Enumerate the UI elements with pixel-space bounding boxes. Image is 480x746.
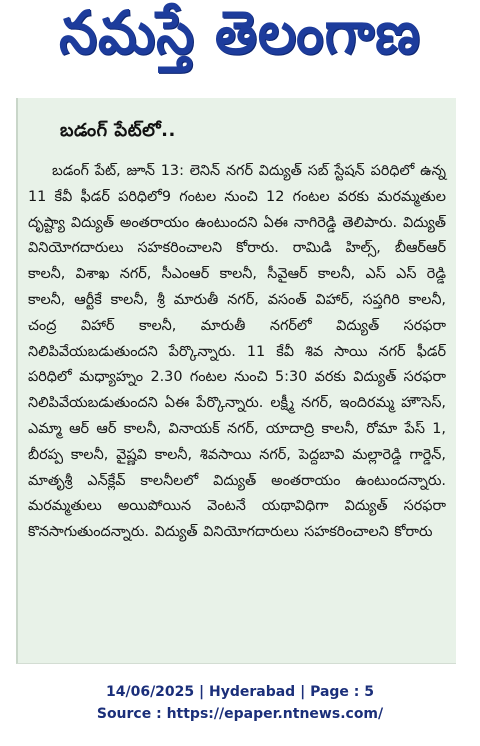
footer-source: Source : https://epaper.ntnews.com/ <box>96 706 384 722</box>
footer-meta: 14/06/2025 | Hyderabad | Page : 5 <box>105 684 375 700</box>
article-clipping <box>16 98 456 664</box>
masthead-title: నమస్తే తెలంగాణ <box>59 0 421 67</box>
article-body: బడంగ్‌ పేట్‌, జూన్‌ 13: లెనిన్‌ నగర్‌ విద్యుత్‌ సబ్‌ స్టేషన్‌ పరిధిలో ఉన్న 11 కేవీ ఫీడర్‌ పరిధిలో9 గంటల నుంచి 12 గంటల వరకు మరమ్మతుల దృష్ట్యా విద్యుత్‌ అంతరాయం ఉంటుందని ఏఈ నాగిరెడ్డి తెలిపారు. విద్యుత్‌ వినియోగదారులు సహకరించాలని కోరారు. రామిడి హిల్స్‌, బీఆర్‌ఆర్‌ కాలనీ, విశాఖ నగర్‌, సీఎంఆర్‌ కాలనీ, సీవైఆర్‌ కాలనీ, ఎస్‌ ఎస్‌ రెడ్డి కాలనీ, ఆర్టీకే కాలనీ, శ్రీ మారుతీ నగర్‌, వసంత్‌ విహార్‌, సప్తగిరి కాలనీ, చంద్ర విహార్‌ కాలనీ, మారుతీ నగర్‌లో విద్యుత్‌ సరఫరా నిలిపివేయబడుతుందని పేర్కొన్నారు. 11 కేవీ శివ సాయి నగర్‌ ఫీడర్‌ పరిధిలో మధ్యాహ్నం 2.30 గంటల నుంచి 5:30 వరకు విద్యుత్‌ సరఫరా నిలిపివేయబడుతుందని ఏఈ పేర్కొన్నారు. లక్ష్మీ నగర్‌, ఇందిరమ్మ హౌసెస్‌, ఎమ్మా ఆర్‌ ఆర్‌ కాలనీ, వినాయక్‌ నగర్‌, యాదాద్రి కాలనీ, రోమా పేస్‌ 1, బీరప్ప కాలనీ, వైష్ణవి కాలనీ, శివసాయి నగర్‌, పెద్దబావి మల్లారెడ్డి గార్డెన్‌, మాతృశ్రీ ఎన్‌క్లేవ్‌ కాలనీలలో విద్యుత్‌ అంతరాయం ఉంటుందన్నారు. మరమ్మతులు అయిపోయిన వెంటనే యథావిధిగా విద్యుత్‌ సరఫరా కొనసాగుతుందన్నారు. విద్యుత్‌ వినియోగదారులు సహకరించాలని కోరారు <box>28 163 446 541</box>
newspaper-masthead <box>0 0 480 80</box>
article-content <box>28 98 446 546</box>
article-headline: బడంగ్‌ పేట్‌లో.. <box>60 120 176 141</box>
